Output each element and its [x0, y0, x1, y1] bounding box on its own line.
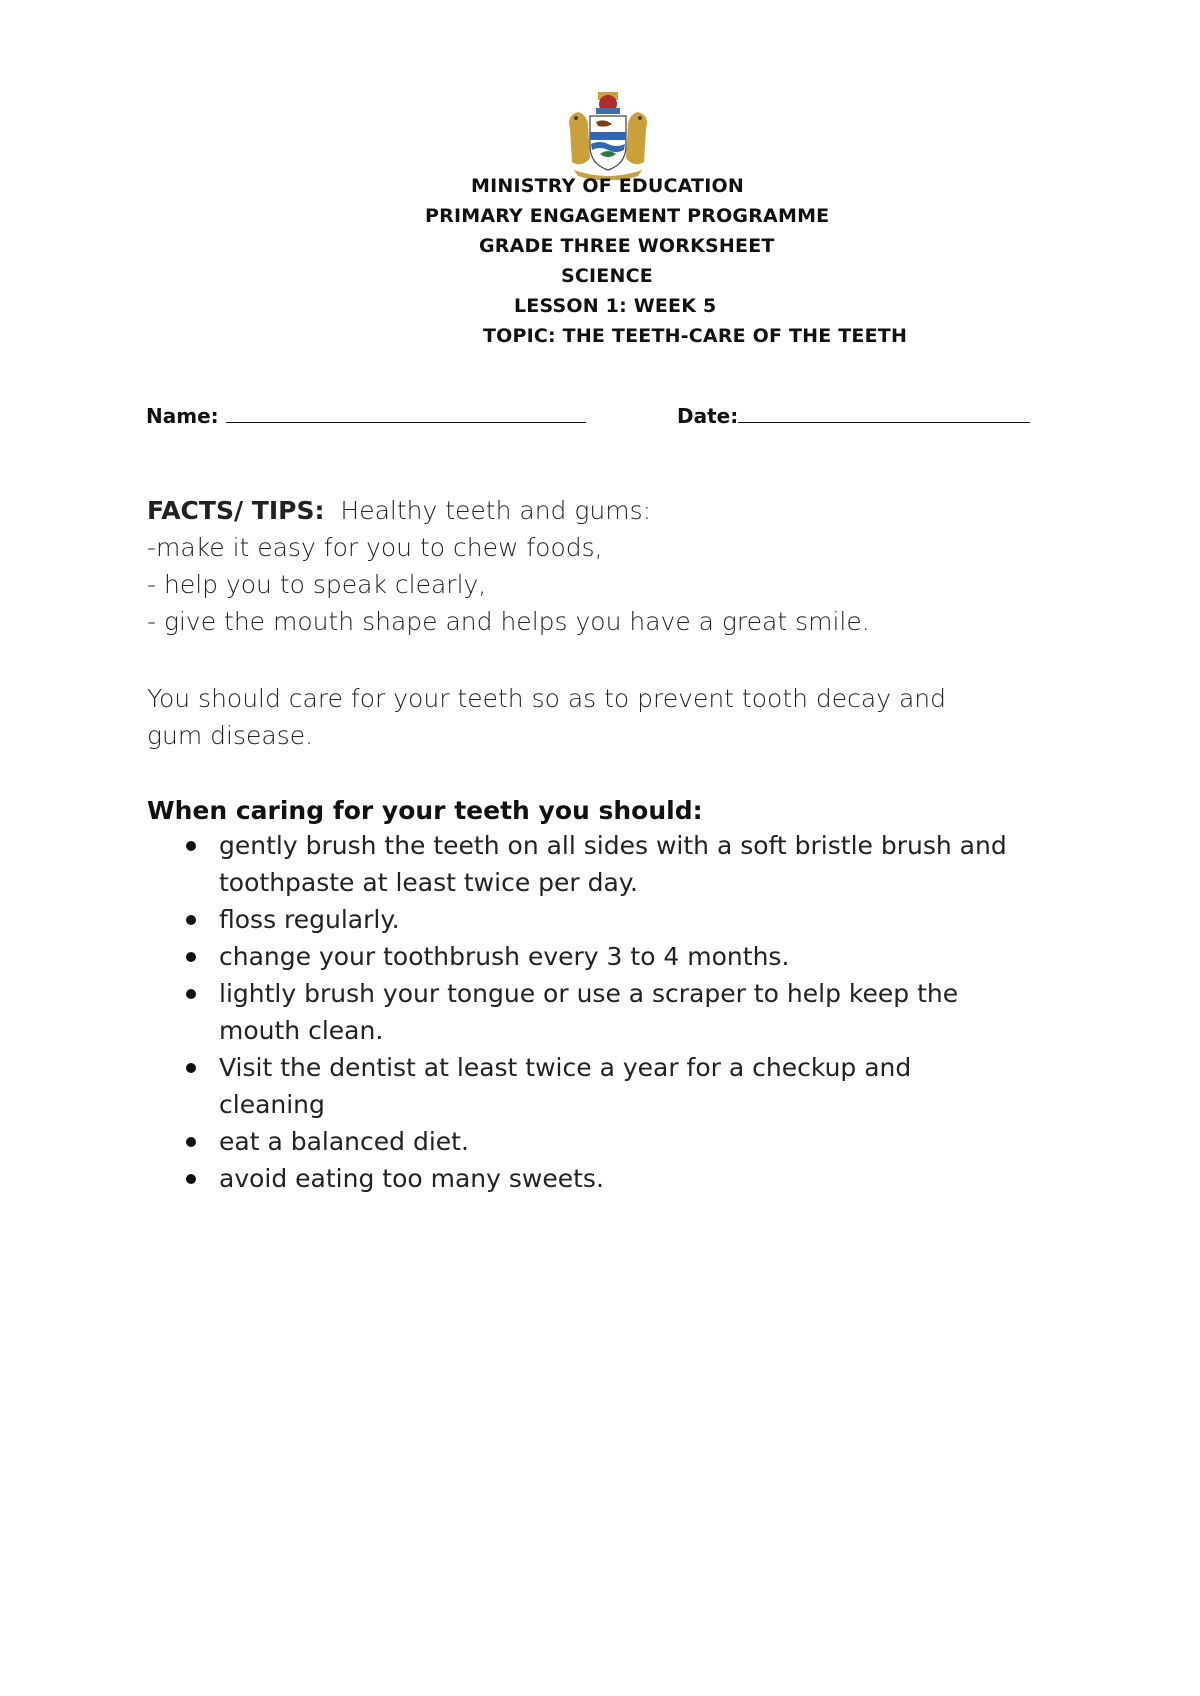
date-field[interactable] [677, 402, 1030, 428]
tips-heading: When caring for your teeth you should: [147, 796, 703, 825]
bullet-icon [186, 1137, 196, 1147]
list-item: change your toothbrush every 3 to 4 months. [147, 938, 1077, 975]
care-note-line: gum disease. [147, 721, 314, 750]
bullet-icon [186, 989, 196, 999]
ministry-title: MINISTRY OF EDUCATION [471, 175, 744, 197]
list-item: avoid eating too many sweets. [147, 1160, 1077, 1197]
care-note [147, 680, 1077, 754]
list-item: Visit the dentist at least twice a year for a checkup and cleaning [147, 1049, 1077, 1123]
list-item: eat a balanced diet. [147, 1123, 1077, 1160]
facts-intro: FACTS/ TIPS: Healthy teeth and gums: [147, 496, 652, 525]
date-label: Date: [677, 404, 739, 428]
facts-point: - give the mouth shape and helps you have a great smile. [147, 607, 870, 636]
name-label: Name: [146, 404, 219, 428]
list-item: floss regularly. [147, 901, 1077, 938]
facts-point: -make it easy for you to chew foods, [147, 533, 603, 562]
topic-title: TOPIC: THE TEETH-CARE OF THE TEETH [483, 325, 908, 347]
bullet-icon [186, 1174, 196, 1184]
name-blank-line[interactable] [226, 402, 586, 423]
facts-intro-text: Healthy teeth and gums: [340, 496, 652, 525]
worksheet-title: GRADE THREE WORKSHEET [479, 235, 775, 257]
programme-title: PRIMARY ENGAGEMENT PROGRAMME [425, 205, 830, 227]
name-field[interactable] [146, 402, 586, 428]
subject-title: SCIENCE [561, 265, 653, 287]
tips-list [147, 827, 1077, 1197]
bullet-icon [186, 952, 196, 962]
bullet-icon [186, 841, 196, 851]
lesson-title: LESSON 1: WEEK 5 [514, 295, 717, 317]
list-item: gently brush the teeth on all sides with a soft bristle brush and toothpaste at least twice per day. [147, 827, 1077, 901]
facts-point: - help you to speak clearly, [147, 570, 487, 599]
coat-of-arms-icon [560, 88, 656, 180]
list-item: lightly brush your tongue or use a scraper to help keep the mouth clean. [147, 975, 1077, 1049]
bullet-icon [186, 1063, 196, 1073]
care-note-line: You should care for your teeth so as to prevent tooth decay and [147, 684, 946, 713]
bullet-icon [186, 915, 196, 925]
facts-label: FACTS/ TIPS [147, 496, 315, 525]
date-blank-line[interactable] [738, 402, 1030, 423]
facts-section [147, 492, 1077, 640]
